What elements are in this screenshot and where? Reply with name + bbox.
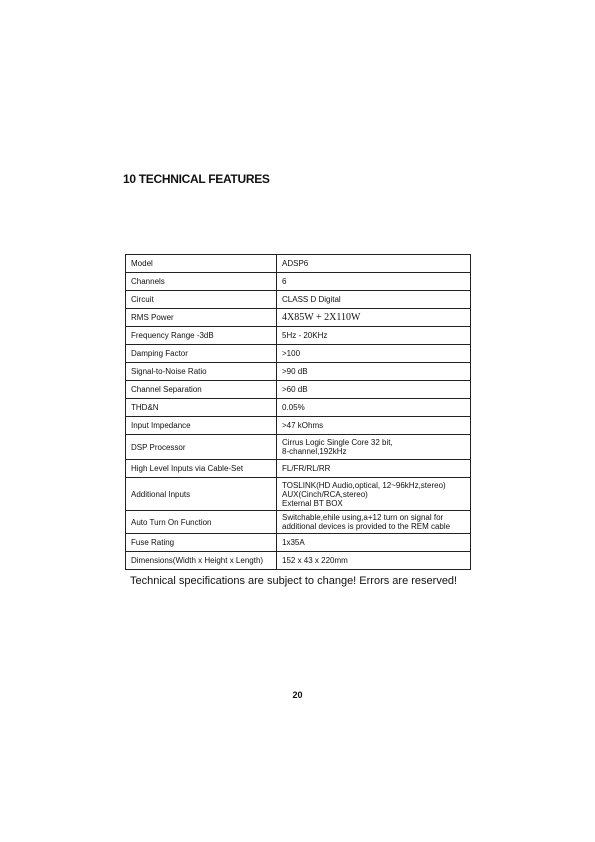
spec-value: 4X85W + 2X110W [277, 309, 471, 327]
spec-label: Additional Inputs [126, 478, 277, 511]
spec-value: ADSP6 [277, 255, 471, 273]
table-row-channels [126, 273, 471, 291]
page-number: 20 [292, 690, 303, 700]
table-row-fuse-rating [126, 534, 471, 552]
table-row-dimensions [126, 552, 471, 570]
spec-value: Switchable,ehile using,a+12 turn on signal for additional devices is provided to the REM cable [277, 511, 471, 534]
spec-value: >47 kOhms [277, 417, 471, 435]
spec-value: 6 [277, 273, 471, 291]
section-title: 10 TECHNICAL FEATURES [123, 172, 270, 186]
spec-label: Fuse Rating [126, 534, 277, 552]
spec-label: Channels [126, 273, 277, 291]
table-row-thdn [126, 399, 471, 417]
table-row-auto-turn-on [126, 511, 471, 534]
spec-value: Cirrus Logic Single Core 32 bit, 8-channel,192kHz [277, 435, 471, 460]
spec-value: >60 dB [277, 381, 471, 399]
spec-label: Dimensions(Width x Height x Length) [126, 552, 277, 570]
table-row-channel-separation [126, 381, 471, 399]
spec-label: Damping Factor [126, 345, 277, 363]
table-row-input-impedance [126, 417, 471, 435]
spec-label: Channel Separation [126, 381, 277, 399]
spec-value: >100 [277, 345, 471, 363]
spec-value: TOSLINK(HD Audio,optical, 12~96kHz,stereo) AUX(Cinch/RCA,stereo) External BT BOX [277, 478, 471, 511]
spec-value: FL/FR/RL/RR [277, 460, 471, 478]
specifications-table [125, 254, 471, 570]
spec-label: Model [126, 255, 277, 273]
spec-label: Auto Turn On Function [126, 511, 277, 534]
spec-value: >90 dB [277, 363, 471, 381]
spec-value: 0.05% [277, 399, 471, 417]
table-row-damping-factor [126, 345, 471, 363]
spec-value: 152 x 43 x 220mm [277, 552, 471, 570]
spec-value: CLASS D Digital [277, 291, 471, 309]
spec-label: RMS Power [126, 309, 277, 327]
disclaimer-note: Technical specifications are subject to change! Errors are reserved! [130, 575, 458, 587]
spec-label: Circuit [126, 291, 277, 309]
spec-label: High Level Inputs via Cable-Set [126, 460, 277, 478]
table-row-rms-power [126, 309, 471, 327]
table-row-frequency-range [126, 327, 471, 345]
spec-label: THD&N [126, 399, 277, 417]
table-row-circuit [126, 291, 471, 309]
spec-label: Frequency Range -3dB [126, 327, 277, 345]
table-row-model [126, 255, 471, 273]
spec-value: 5Hz - 20KHz [277, 327, 471, 345]
spec-label: DSP Processor [126, 435, 277, 460]
table-row-additional-inputs [126, 478, 471, 511]
table-row-high-level-inputs [126, 460, 471, 478]
spec-value: 1x35A [277, 534, 471, 552]
spec-label: Input Impedance [126, 417, 277, 435]
table-row-signal-to-noise [126, 363, 471, 381]
table-row-dsp-processor [126, 435, 471, 460]
spec-label: Signal-to-Noise Ratio [126, 363, 277, 381]
